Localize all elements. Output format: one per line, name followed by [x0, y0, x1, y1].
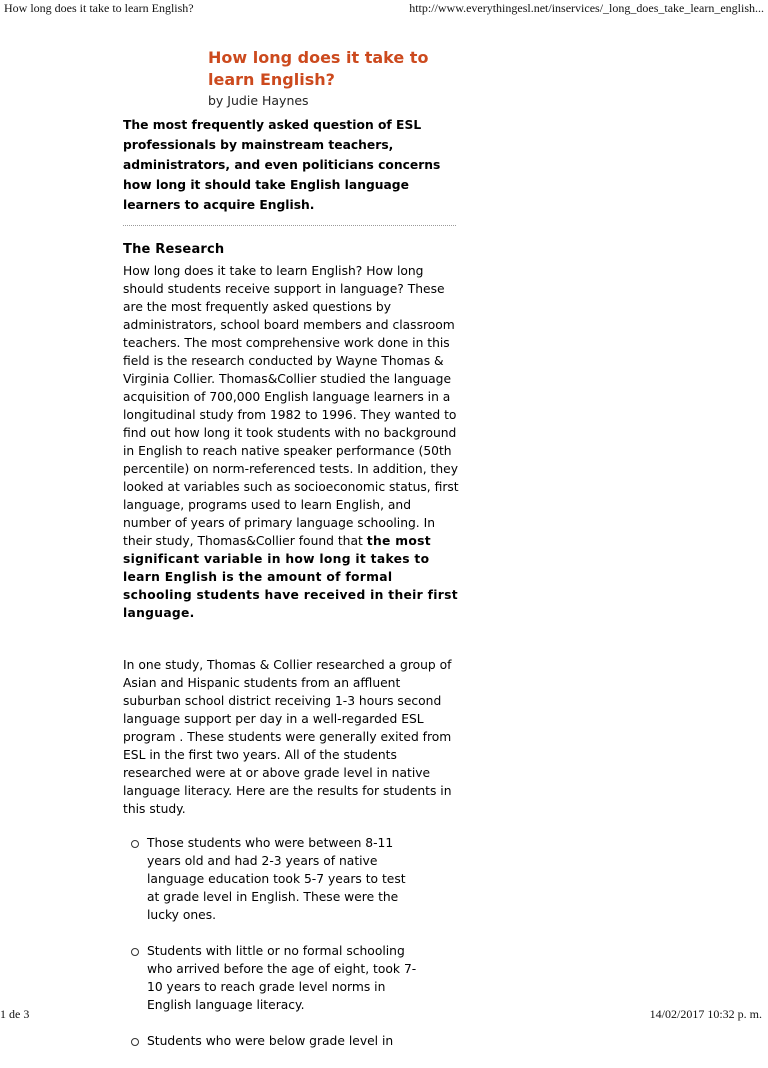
- circle-bullet-icon: [131, 948, 139, 956]
- print-header-url: http://www.everythingesl.net/inservices/_long_does_take_learn_english...: [409, 1, 764, 15]
- list-item-text: Those students who were between 8-11 years old and had 2-3 years of native language education took 5-7 years to test at grade level in English. These were the lucky ones.: [147, 836, 406, 922]
- print-header-title: How long does it take to learn English?: [4, 1, 194, 15]
- print-footer-page: 1 de 3: [0, 1007, 30, 1021]
- print-footer-date: 14/02/2017 10:32 p. m.: [649, 1007, 762, 1021]
- article-byline: by Judie Haynes: [208, 93, 309, 108]
- section-heading: The Research: [123, 242, 225, 257]
- research-paragraph-emphasis: the most significant variable in how long it takes to learn English is the amount of formal schooling students have received in their first language.: [123, 534, 458, 620]
- circle-bullet-icon: [131, 840, 139, 848]
- article-intro: The most frequently asked question of ESL professionals by mainstream teachers, administrators, and even politicians concerns how long it should take English language learners to acquire English.: [123, 118, 441, 212]
- research-paragraph-text: How long does it take to learn English? How long should students receive support in language? These are the most frequently asked questions by administrators, school board members and classroom teachers. The most comprehensive work done in this field is the research conducted by Wayne Thomas & Virginia Collier. Thomas&Collier studied the language acquisition of 700,000 English language learners in a longitudinal study from 1982 to 1996. They wanted to find out how long it took students with no background in English to reach native speaker performance (50th percentile) on norm-referenced tests. In addition, they looked at variables such as socioeconomic status, first language, programs used to learn English, and number of years of primary language schooling. In their study, Thomas&Collier found that: [123, 264, 459, 548]
- list-item-text: Students with little or no formal schooling who arrived before the age of eight, took 7-10 years to reach grade level norms in English language literacy.: [147, 944, 417, 1012]
- list-item-text: Students who were below grade level in: [147, 1034, 394, 1048]
- research-paragraph: [123, 262, 459, 622]
- circle-bullet-icon: [131, 1038, 139, 1046]
- list-item: [131, 1032, 417, 1050]
- list-item: [131, 942, 417, 1014]
- article-title: How long does it take to learn English?: [208, 48, 429, 89]
- list-item: [131, 834, 417, 924]
- results-list: [131, 834, 431, 1068]
- study-paragraph: In one study, Thomas & Collier researched a group of Asian and Hispanic students from an affluent suburban school district receiving 1-3 hours second language support per day in a well-regarded ESL program . These students were generally exited from ESL in the first two years. All of the students researched were at or above grade level in native language literacy. Here are the results for students in this study.: [123, 658, 452, 816]
- dotted-divider: [123, 225, 456, 226]
